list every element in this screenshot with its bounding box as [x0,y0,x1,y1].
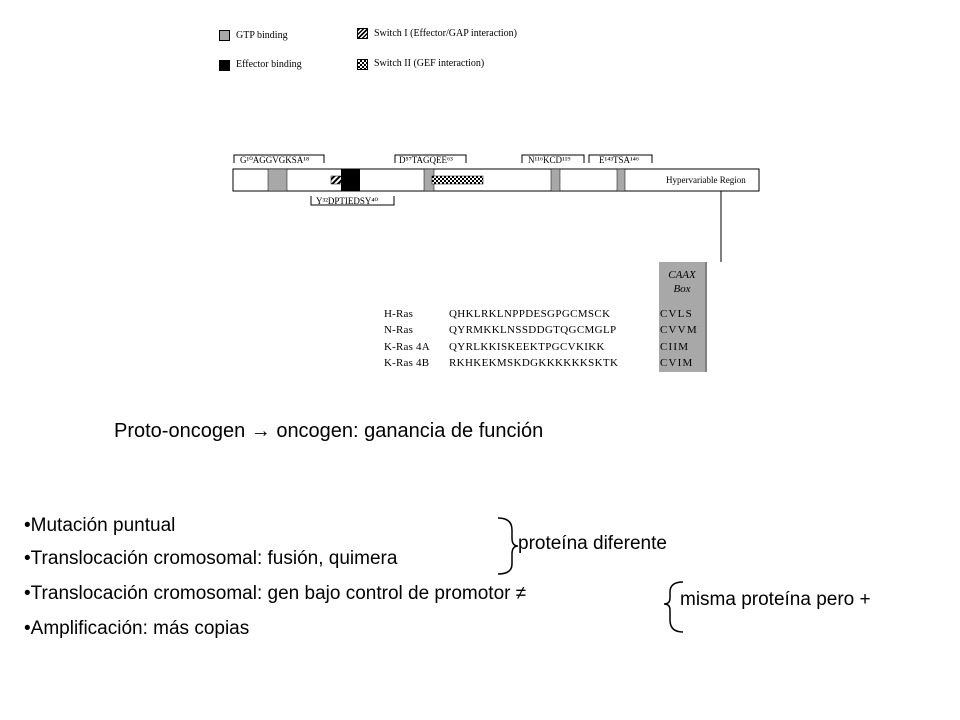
bullet-translocacion-fusion: •Translocación cromosomal: fusión, quimera [24,548,398,569]
legend-switch2: Switch II (GEF interaction) [374,58,485,69]
seq-h-ras: QHKLRKLNPPDESGPGCMSCK [449,308,611,320]
bullet-amplificacion: •Amplificación: más copias [24,618,250,639]
hypervariable-label: Hypervariable Region [666,175,746,185]
seq-name-h-ras: H-Ras [384,308,414,320]
seq-n-ras: QYRMKKLNSSDDGTQGCMGLP [449,324,617,336]
group1-label: proteína diferente [518,533,667,554]
caax-line1: CAAX [668,269,696,281]
group2-label: misma proteína pero + [680,589,871,610]
caax-line2: Box [673,283,691,295]
seq-name-k-ras-4b: K-Ras 4B [384,357,430,369]
caax-k-ras-4b: CVIM [660,357,694,369]
caax-n-ras: CVVM [660,324,698,336]
motif1-label: G¹⁰AGGVGKSA¹⁸ [240,155,310,165]
seq-k-ras-4a: QYRLKKISKEEKTPGCVKIKK [449,341,605,353]
motif-effector-label: Y³²DPTIEDSY⁴⁰ [316,196,379,206]
caax-k-ras-4a: CIIM [660,341,690,353]
legend-gtp-binding: GTP binding [236,30,288,41]
caax-h-ras: CVLS [660,308,693,320]
motif4-label: E¹⁴³TSA¹⁴⁶ [599,155,640,165]
slide-title: Proto-oncogen → oncogen: ganancia de función [114,420,544,442]
bullet-translocacion-promotor: •Translocación cromosomal: gen bajo control de promotor ≠ [24,583,527,604]
group1-brace [498,518,518,574]
legend-effector-binding: Effector binding [236,59,302,70]
motif2-label: D⁵⁷TAGQEE⁶³ [399,155,453,165]
seq-k-ras-4b: RKHKEKMSKDGKKKKKKSKTK [449,357,619,369]
legend-switch1: Switch I (Effector/GAP interaction) [374,28,518,39]
bullet-mutacion: •Mutación puntual [24,515,176,536]
seq-name-k-ras-4a: K-Ras 4A [384,341,430,353]
seq-name-n-ras: N-Ras [384,324,414,336]
motif3-label: N¹¹⁶KCD¹¹⁹ [528,155,571,165]
